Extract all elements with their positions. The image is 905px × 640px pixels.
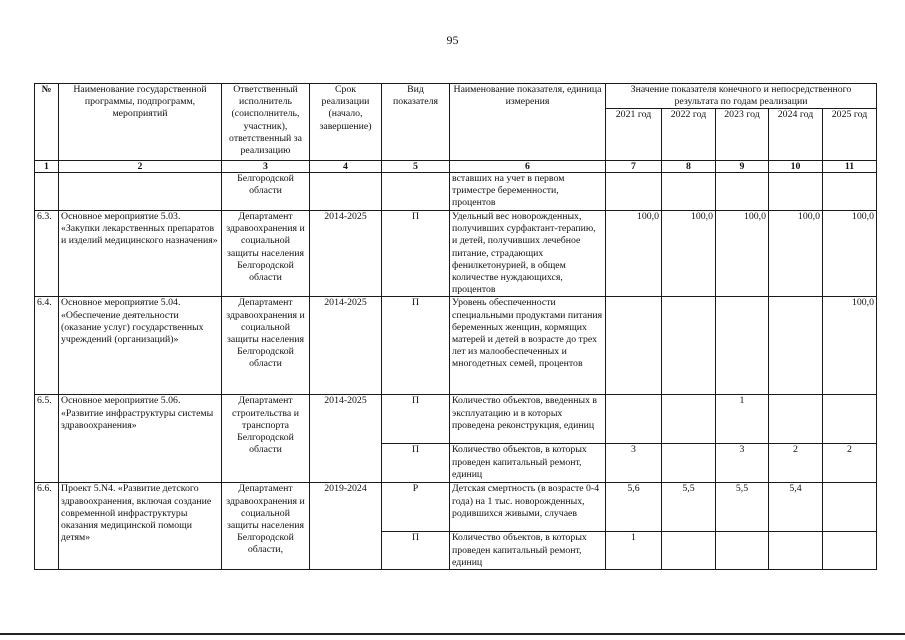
row-period: 2014-2025 <box>310 297 382 395</box>
row-value-2024 <box>769 532 823 570</box>
row-value-2024 <box>769 395 823 444</box>
row-value-2021: 5,6 <box>606 483 662 532</box>
page-number: 95 <box>446 33 459 47</box>
row-value-2025 <box>823 173 877 211</box>
header-executor: Ответственный исполнитель (соисполнитель, участник), ответственный за реализацию <box>222 84 310 161</box>
row-value-2022: 5,5 <box>662 483 716 532</box>
header-year-2025: 2025 год <box>823 109 877 161</box>
row-type: П <box>382 297 450 395</box>
row-value-2021 <box>606 173 662 211</box>
row-executor: Белгородской области <box>222 173 310 211</box>
row-name <box>59 173 222 211</box>
row-value-2024 <box>769 297 823 395</box>
row-value-2024: 5,4 <box>769 483 823 532</box>
row-value-2023: 1 <box>716 395 769 444</box>
column-number: 5 <box>382 161 450 173</box>
row-executor: Департамент здравоохранения и социальной защиты населения Белгородской области, <box>222 483 310 570</box>
table-row <box>35 483 877 532</box>
header-name: Наименование государственной программы, подпрограмм, мероприятий <box>59 84 222 161</box>
row-name: Основное мероприятие 5.03. «Закупки лекарственных препаратов и изделий медицинского назначения» <box>59 211 222 297</box>
row-number <box>35 173 59 211</box>
column-number: 3 <box>222 161 310 173</box>
row-value-2025: 100,0 <box>823 211 877 297</box>
row-value-2022 <box>662 395 716 444</box>
row-value-2023: 100,0 <box>716 211 769 297</box>
indicator-table <box>34 83 877 570</box>
table-row <box>35 173 877 211</box>
row-indicator: Детская смертность (в возрасте 0-4 года) на 1 тыс. новорожденных, родившихся живыми, случаев <box>450 483 606 532</box>
column-number: 9 <box>716 161 769 173</box>
header-year-2022: 2022 год <box>662 109 716 161</box>
row-value-2023: 3 <box>716 444 769 483</box>
column-number: 10 <box>769 161 823 173</box>
header-indicator: Наименование показателя, единица измерения <box>450 84 606 161</box>
row-indicator: Уровень обеспеченности специальными продуктами питания беременных женщин, кормящих матерей и детей в возрасте до трех лет из малообеспеченных и многодетных семей, процентов <box>450 297 606 395</box>
row-value-2024: 2 <box>769 444 823 483</box>
table-row <box>35 297 877 395</box>
row-value-2021: 100,0 <box>606 211 662 297</box>
row-indicator: Количество объектов, введенных в эксплуатацию и в которых проведена реконструкция, единиц <box>450 395 606 444</box>
row-value-2024: 100,0 <box>769 211 823 297</box>
column-number: 11 <box>823 161 877 173</box>
row-value-2025 <box>823 395 877 444</box>
row-value-2024 <box>769 173 823 211</box>
header-values-group: Значение показателя конечного и непосредственного результата по годам реализации <box>606 84 877 109</box>
row-value-2023 <box>716 532 769 570</box>
row-type: Р <box>382 483 450 532</box>
column-number: 6 <box>450 161 606 173</box>
row-executor: Департамент здравоохранения и социальной защиты населения Белгородской области <box>222 211 310 297</box>
row-name: Основное мероприятие 5.04. «Обеспечение деятельности (оказание услуг) государственных учреждений (организаций)» <box>59 297 222 395</box>
row-value-2022 <box>662 532 716 570</box>
row-value-2022: 100,0 <box>662 211 716 297</box>
row-value-2025: 2 <box>823 444 877 483</box>
header-year-2024: 2024 год <box>769 109 823 161</box>
row-type: П <box>382 444 450 483</box>
table-row <box>35 395 877 444</box>
row-value-2022 <box>662 173 716 211</box>
row-value-2022 <box>662 444 716 483</box>
row-value-2023: 5,5 <box>716 483 769 532</box>
row-period: 2014-2025 <box>310 395 382 483</box>
row-value-2025: 100,0 <box>823 297 877 395</box>
row-name: Основное мероприятие 5.06. «Развитие инфраструктуры системы здравоохранения» <box>59 395 222 483</box>
row-period: 2014-2025 <box>310 211 382 297</box>
row-value-2021 <box>606 395 662 444</box>
header-row <box>35 84 877 109</box>
table-row <box>35 211 877 297</box>
row-type <box>382 173 450 211</box>
row-indicator: вставших на учет в первом триместре беременности, процентов <box>450 173 606 211</box>
row-number: 6.5. <box>35 395 59 483</box>
column-number: 7 <box>606 161 662 173</box>
header-type: Вид показателя <box>382 84 450 161</box>
column-number-row <box>35 161 877 173</box>
row-period: 2019-2024 <box>310 483 382 570</box>
column-number: 4 <box>310 161 382 173</box>
row-number: 6.6. <box>35 483 59 570</box>
row-number: 6.3. <box>35 211 59 297</box>
row-value-2021 <box>606 297 662 395</box>
row-type: П <box>382 395 450 444</box>
row-number: 6.4. <box>35 297 59 395</box>
row-value-2022 <box>662 297 716 395</box>
row-type: П <box>382 532 450 570</box>
row-indicator: Удельный вес новорожденных, получивших сурфактант-терапию, и детей, получивших лечебное питание, страдающих фенилкетонурией, в общем количестве нуждающихся, процентов <box>450 211 606 297</box>
row-value-2025 <box>823 532 877 570</box>
column-number: 1 <box>35 161 59 173</box>
row-name: Проект 5.N4. «Развитие детского здравоохранения, включая создание современной инфраструктуры оказания медицинской помощи детям» <box>59 483 222 570</box>
column-number: 8 <box>662 161 716 173</box>
row-type: П <box>382 211 450 297</box>
row-executor: Департамент строительства и транспорта Белгородской области <box>222 395 310 483</box>
page-edge-divider <box>0 633 905 635</box>
row-period <box>310 173 382 211</box>
header-year-2021: 2021 год <box>606 109 662 161</box>
row-value-2021: 3 <box>606 444 662 483</box>
header-year-2023: 2023 год <box>716 109 769 161</box>
header-period: Срок реализации (начало, завершение) <box>310 84 382 161</box>
row-executor: Департамент здравоохранения и социальной защиты населения Белгородской области <box>222 297 310 395</box>
row-indicator: Количество объектов, в которых проведен капитальный ремонт, единиц <box>450 444 606 483</box>
column-number: 2 <box>59 161 222 173</box>
row-value-2023 <box>716 173 769 211</box>
row-value-2023 <box>716 297 769 395</box>
row-value-2025 <box>823 483 877 532</box>
row-value-2021: 1 <box>606 532 662 570</box>
header-no: № <box>35 84 59 161</box>
row-indicator: Количество объектов, в которых проведен капитальный ремонт, единиц <box>450 532 606 570</box>
